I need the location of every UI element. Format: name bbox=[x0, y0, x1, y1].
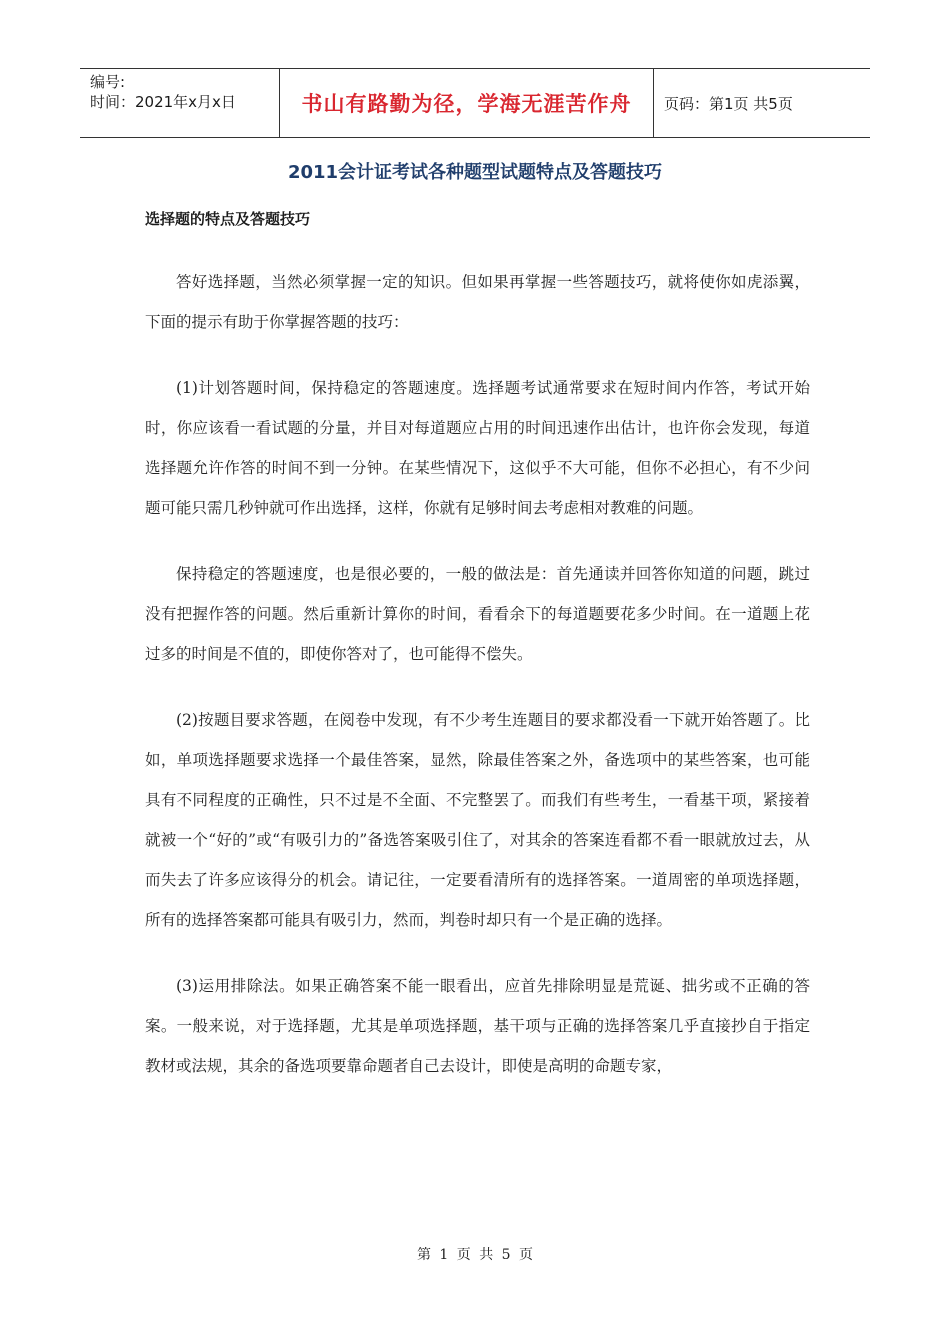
number-label: 编号: bbox=[90, 73, 126, 91]
document-title: 2011会计证考试各种题型试题特点及答题技巧 bbox=[287, 162, 663, 183]
page-info-text: 页码：第1页 共5页 bbox=[664, 94, 793, 113]
time-label: 时间：2021年x月x日 bbox=[90, 93, 236, 111]
paragraph: (3)运用排除法。如果正确答案不能一眼看出，应首先排除明显是荒诞、拙劣或不正确的答案。一般来说，对于选择题，尤其是单项选择题，基干项与正确的选择答案几乎直接抄自于指定教材或法规，其余的备选项要靠命题者自己去设计，即使是高明的命题专家， bbox=[145, 977, 810, 1075]
section-heading: 选择题的特点及答题技巧 bbox=[145, 210, 311, 228]
paragraph: 保持稳定的答题速度，也是很必要的，一般的做法是：首先通读并回答你知道的问题，跳过没有把握作答的问题。然后重新计算你的时间，看看余下的每道题要花多少时间。在一道题上花过多的时间是不值的，即使你答对了，也可能得不偿失。 bbox=[145, 565, 810, 663]
header-meta-cell bbox=[80, 69, 280, 137]
paragraph: 答好选择题，当然必须掌握一定的知识。但如果再掌握一些答题技巧，就将使你如虎添翼，下面的提示有助于你掌握答题的技巧： bbox=[145, 273, 810, 331]
paragraph: (2)按题目要求答题，在阅卷中发现，有不少考生连题目的要求都没看一下就开始答题了。比如，单项选择题要求选择一个最佳答案，显然，除最佳答案之外，备选项中的某些答案，也可能具有不同程度的正确性，只不过是不全面、不完整罢了。而我们有些考生，一看基干项，紧接着就被一个“好的”或“有吸引力的”备选答案吸引住了，对其余的答案连看都不看一眼就放过去，从而失去了许多应该得分的机会。请记往，一定要看清所有的选择答案。一道周密的单项选择题，所有的选择答案都可能具有吸引力，然而，判卷时却只有一个是正确的选择。 bbox=[145, 711, 810, 929]
motto-text: 书山有路勤为径，学海无涯苦作舟 bbox=[301, 92, 632, 116]
motto-cell bbox=[280, 69, 654, 137]
page-footer: 第 1 页 共 5 页 bbox=[416, 1247, 534, 1263]
header-table bbox=[80, 68, 870, 138]
document-body bbox=[145, 262, 810, 1112]
paragraph: (1)计划答题时间，保持稳定的答题速度。选择题考试通常要求在短时间内作答，考试开始时，你应该看一看试题的分量，并目对每道题应占用的时间迅速作出估计，也许你会发现，每道选择题允许作答的时间不到一分钟。在某些情况下，这似乎不大可能，但你不必担心，有不少问题可能只需几秒钟就可作出选择，这样，你就有足够时间去考虑相对教难的问题。 bbox=[145, 379, 810, 517]
page-info-cell bbox=[654, 69, 870, 137]
